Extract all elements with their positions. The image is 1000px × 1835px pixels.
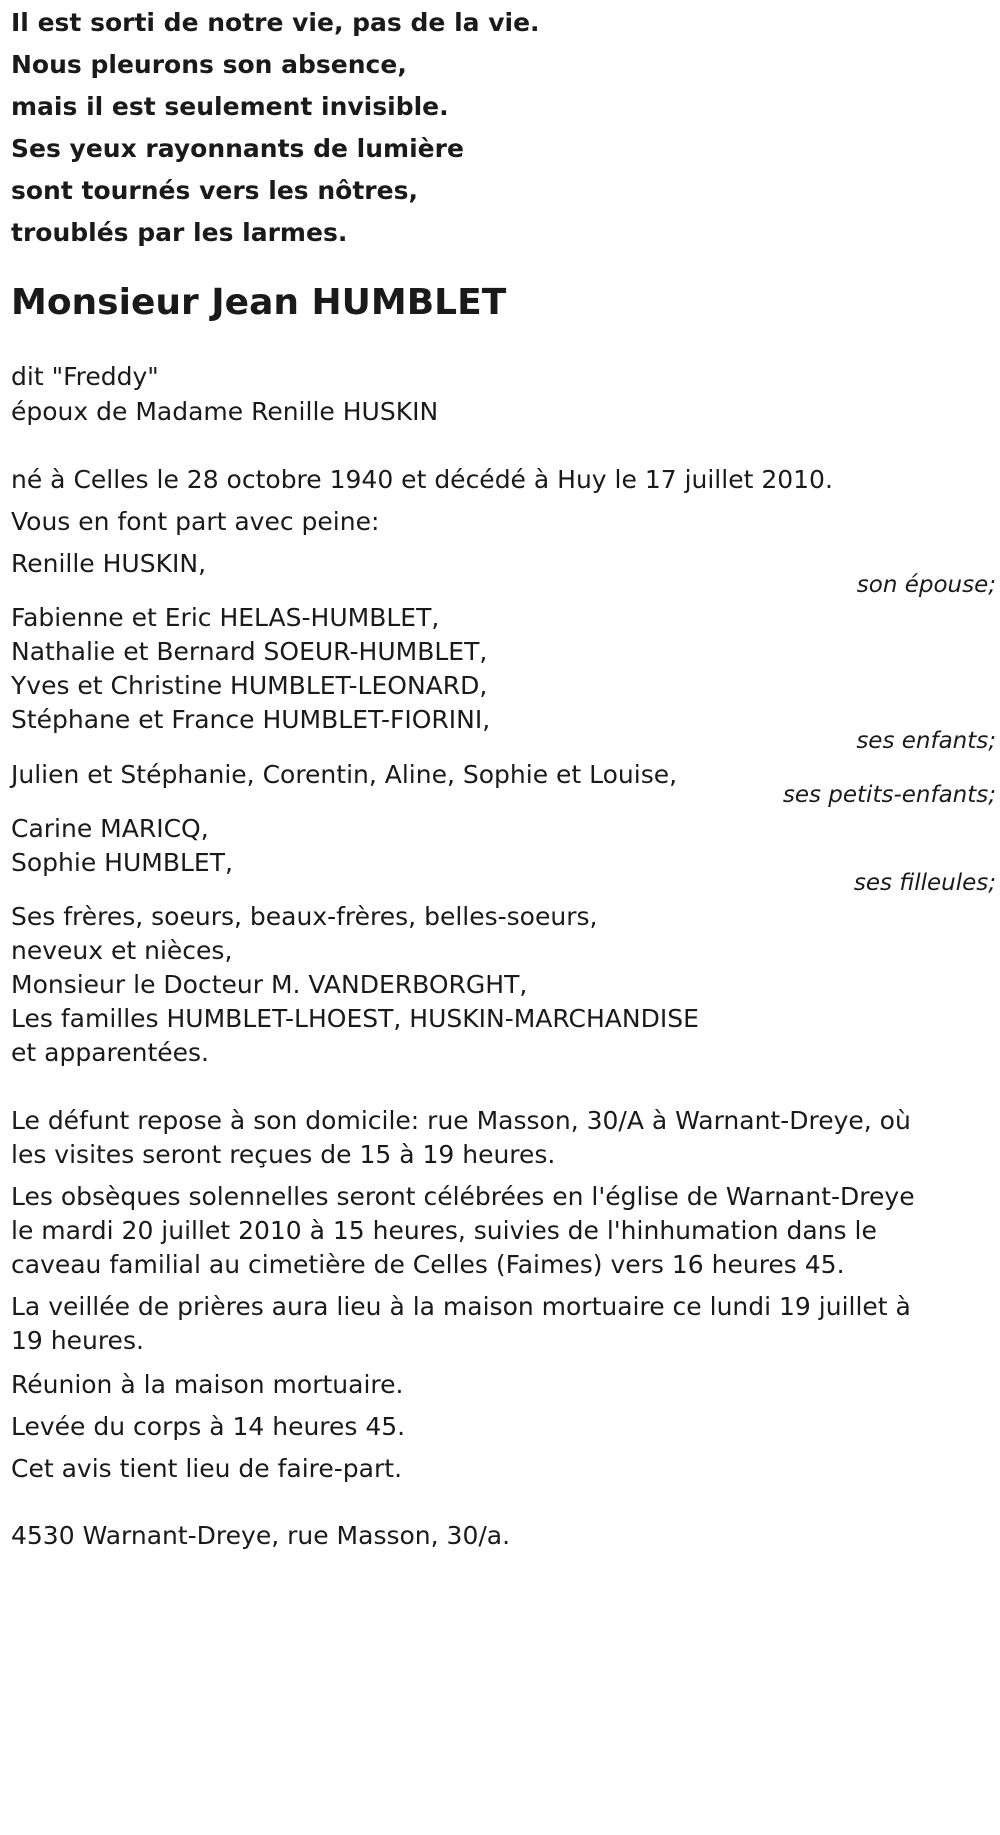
notice-line: Cet avis tient lieu de faire-part. [11,1454,403,1483]
relative-line: Ses frères, soeurs, beaux-frères, belles-soeurs, [11,902,598,931]
child-line: Stéphane et France HUMBLET-FIORINI, [11,705,491,734]
child-line: Nathalie et Bernard SOEUR-HUMBLET, [11,637,488,666]
relative-line: et apparentées. [11,1038,209,1067]
rest-line: les visites seront reçues de 15 à 19 heures. [11,1140,556,1169]
poem-line: Ses yeux rayonnants de lumière [11,134,464,163]
poem-line: mais il est seulement invisible. [11,92,449,121]
vigil-line: 19 heures. [11,1326,144,1355]
child-line: Fabienne et Eric HELAS-HUMBLET, [11,603,440,632]
goddaughters-role: ses filleules; [853,870,996,896]
vigil-line: La veillée de prières aura lieu à la maison mortuaire ce lundi 19 juillet à [11,1292,911,1321]
rest-line: Le défunt repose à son domicile: rue Masson, 30/A à Warnant-Dreye, où [11,1106,911,1135]
poem-line: Nous pleurons son absence, [11,50,407,79]
children-role: ses enfants; [856,728,996,754]
relative-line: Monsieur le Docteur M. VANDERBORGHT, [11,970,528,999]
address: 4530 Warnant-Dreye, rue Masson, 30/a. [11,1521,511,1550]
poem-line: troublés par les larmes. [11,218,348,247]
goddaughter-line: Sophie HUMBLET, [11,848,233,877]
relative-line: neveux et nièces, [11,936,233,965]
levee-info: Levée du corps à 14 heures 45. [11,1412,406,1441]
poem-line: sont tournés vers les nôtres, [11,176,418,205]
goddaughter-line: Carine MARICQ, [11,814,209,843]
deceased-name: Monsieur Jean HUMBLET [11,282,507,323]
relative-line: Les familles HUMBLET-LHOEST, HUSKIN-MARCHANDISE [11,1004,699,1033]
funeral-line: Les obsèques solennelles seront célébrées en l'église de Warnant-Dreye [11,1182,915,1211]
poem-line: Il est sorti de notre vie, pas de la vie. [11,8,540,37]
child-line: Yves et Christine HUMBLET-LEONARD, [11,671,488,700]
meeting-info: Réunion à la maison mortuaire. [11,1370,404,1399]
announcement: Vous en font part avec peine: [11,507,380,536]
spouse-line: époux de Madame Renille HUSKIN [11,397,439,426]
grandchildren: Julien et Stéphanie, Corentin, Aline, Sophie et Louise, [11,760,678,789]
funeral-line: caveau familial au cimetière de Celles (Faimes) vers 16 heures 45. [11,1250,845,1279]
nickname: dit "Freddy" [11,362,159,391]
wife-role: son épouse; [856,572,996,598]
birth-death: né à Celles le 28 octobre 1940 et décédé à Huy le 17 juillet 2010. [11,465,833,494]
wife-name: Renille HUSKIN, [11,549,207,578]
grandchildren-role: ses petits-enfants; [782,782,996,808]
funeral-line: le mardi 20 juillet 2010 à 15 heures, suivies de l'hinhumation dans le [11,1216,877,1245]
